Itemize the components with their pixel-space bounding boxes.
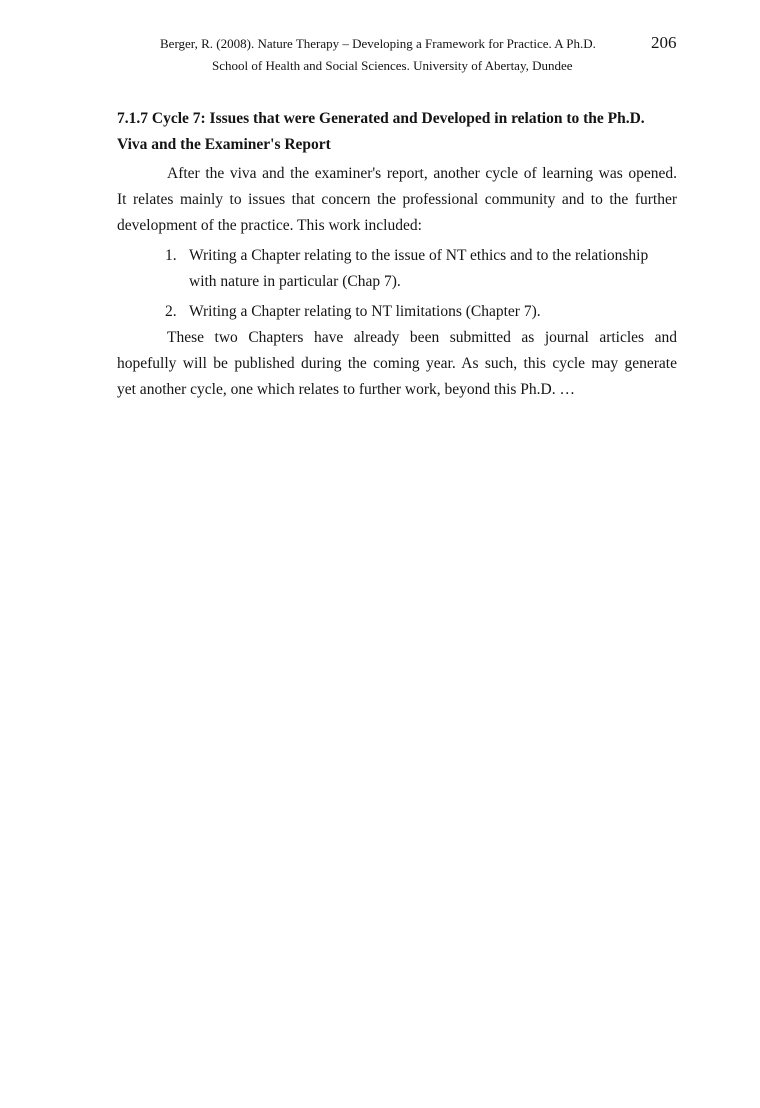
paragraph-line: development of the practice. This work included:	[117, 217, 422, 234]
list-item-line: Writing a Chapter relating to NT limitations (Chapter 7).	[189, 303, 541, 320]
paragraph-line: yet another cycle, one which relates to further work, beyond this Ph.D. …	[117, 381, 575, 398]
section-heading-line-2: Viva and the Examiner's Report	[117, 136, 331, 153]
paragraph-line: After the viva and the examiner's report, another cycle of learning was opened.	[167, 165, 677, 182]
running-header-institution: School of Health and Social Sciences. University of Abertay, Dundee	[212, 58, 573, 73]
paragraph-line: hopefully will be published during the coming year. As such, this cycle may generate	[117, 355, 677, 372]
running-header-citation: Berger, R. (2008). Nature Therapy – Developing a Framework for Practice. A Ph.D.	[160, 36, 596, 51]
work-list	[165, 243, 680, 329]
paragraph-line: These two Chapters have already been submitted as journal articles and	[167, 329, 677, 346]
list-item-number: 2.	[165, 303, 177, 320]
list-item-line: Writing a Chapter relating to the issue of NT ethics and to the relationship	[189, 247, 649, 264]
list-item	[165, 299, 680, 325]
list-item-number: 1.	[165, 247, 177, 264]
paragraph-conclusion	[117, 325, 677, 403]
list-item-line: with nature in particular (Chap 7).	[189, 273, 401, 290]
section-heading-line-1: 7.1.7 Cycle 7: Issues that were Generated and Developed in relation to the Ph.D.	[117, 110, 645, 127]
list-item	[165, 243, 680, 295]
paragraph-intro	[117, 161, 677, 239]
paragraph-line: It relates mainly to issues that concern the professional community and to the further	[117, 191, 677, 208]
section-heading	[117, 106, 687, 158]
page-number: 206	[651, 33, 677, 52]
